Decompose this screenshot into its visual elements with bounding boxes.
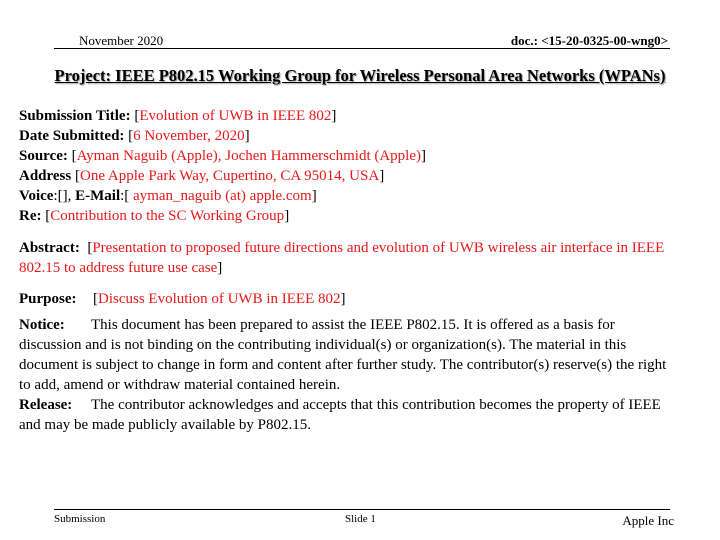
release-label: Release: (19, 397, 73, 413)
contact-line: Voice:[], E-Mail:[ ayman_naguib (at) apple.com] (19, 188, 317, 204)
re-label: Re: (19, 208, 42, 224)
address-line: Address [One Apple Park Way, Cupertino, CA 95014, USA] (19, 168, 385, 184)
date-submitted-line: Date Submitted: [6 November, 2020] (19, 128, 250, 144)
notice-line-4: to add, amend or withdraw material contained herein. (19, 377, 341, 393)
abstract-section: Abstract: [Presentation to proposed future directions and evolution of UWB wireless air interface in IEEE 802.15 to address future use case] (19, 240, 665, 276)
submission-title-line: Submission Title: [Evolution of UWB in IEEE 802] (19, 108, 337, 124)
purpose-section: Purpose: [Discuss Evolution of UWB in IEEE 802] (19, 291, 346, 307)
voice-label: Voice (19, 188, 54, 204)
date-submitted-value: 6 November, 2020 (133, 128, 245, 144)
footer-submission: Submission (54, 513, 106, 525)
purpose-value: Discuss Evolution of UWB in IEEE 802 (98, 291, 341, 307)
header-divider (54, 48, 670, 49)
source-line: Source: [Ayman Naguib (Apple), Jochen Hammerschmidt (Apple)] (19, 148, 427, 164)
source-label: Source: (19, 148, 68, 164)
notice-label: Notice: (19, 317, 65, 333)
notice-line-3: document is subject to change in form and content after further study. The contributor(s) reserve(s) the right (19, 357, 667, 373)
notice-line-2: discussion and is not binding on the contributing individual(s) or organization(s). The material in this (19, 337, 627, 353)
date-submitted-label: Date Submitted: (19, 128, 125, 144)
notice-line-1: This document has been prepared to assist the IEEE P802.15. It is offered as a basis for (91, 317, 615, 333)
purpose-label: Purpose: (19, 291, 77, 307)
page-title: Project: IEEE P802.15 Working Group for Wireless Personal Area Networks (WPANs) (54, 66, 666, 85)
release-line-1: The contributor acknowledges and accepts that this contribution becomes the property of IEEE (91, 397, 661, 413)
footer-divider (54, 509, 670, 510)
notice-release-section (19, 315, 713, 435)
re-line: Re: [Contribution to the SC Working Group] (19, 208, 290, 224)
address-label: Address (19, 168, 72, 184)
email-label: E-Mail (75, 188, 121, 204)
header-date: November 2020 (79, 33, 164, 48)
footer-slide-number: Slide 1 (345, 513, 376, 525)
abstract-line-1: Presentation to proposed future directions and evolution of UWB wireless air interface in IEEE (92, 240, 665, 256)
submission-title-value: Evolution of UWB in IEEE 802 (139, 108, 332, 124)
abstract-line-2: 802.15 to address future use case (19, 260, 218, 276)
submission-info (19, 106, 713, 206)
email-value: ayman_naguib (at) apple.com (129, 188, 312, 204)
abstract-label: Abstract: (19, 240, 80, 256)
source-value: Ayman Naguib (Apple), Jochen Hammerschmidt (Apple) (76, 148, 422, 164)
release-line-2: and may be made publicly available by P802.15. (19, 417, 312, 433)
submission-title-label: Submission Title: (19, 108, 131, 124)
re-value: Contribution to the SC Working Group (50, 208, 285, 224)
footer-company: Apple Inc (622, 513, 674, 528)
voice-value: [], (57, 188, 72, 204)
address-value: One Apple Park Way, Cupertino, CA 95014, USA (80, 168, 380, 184)
header-doc-id: doc.: <15-20-0325-00-wng0> (510, 33, 668, 48)
